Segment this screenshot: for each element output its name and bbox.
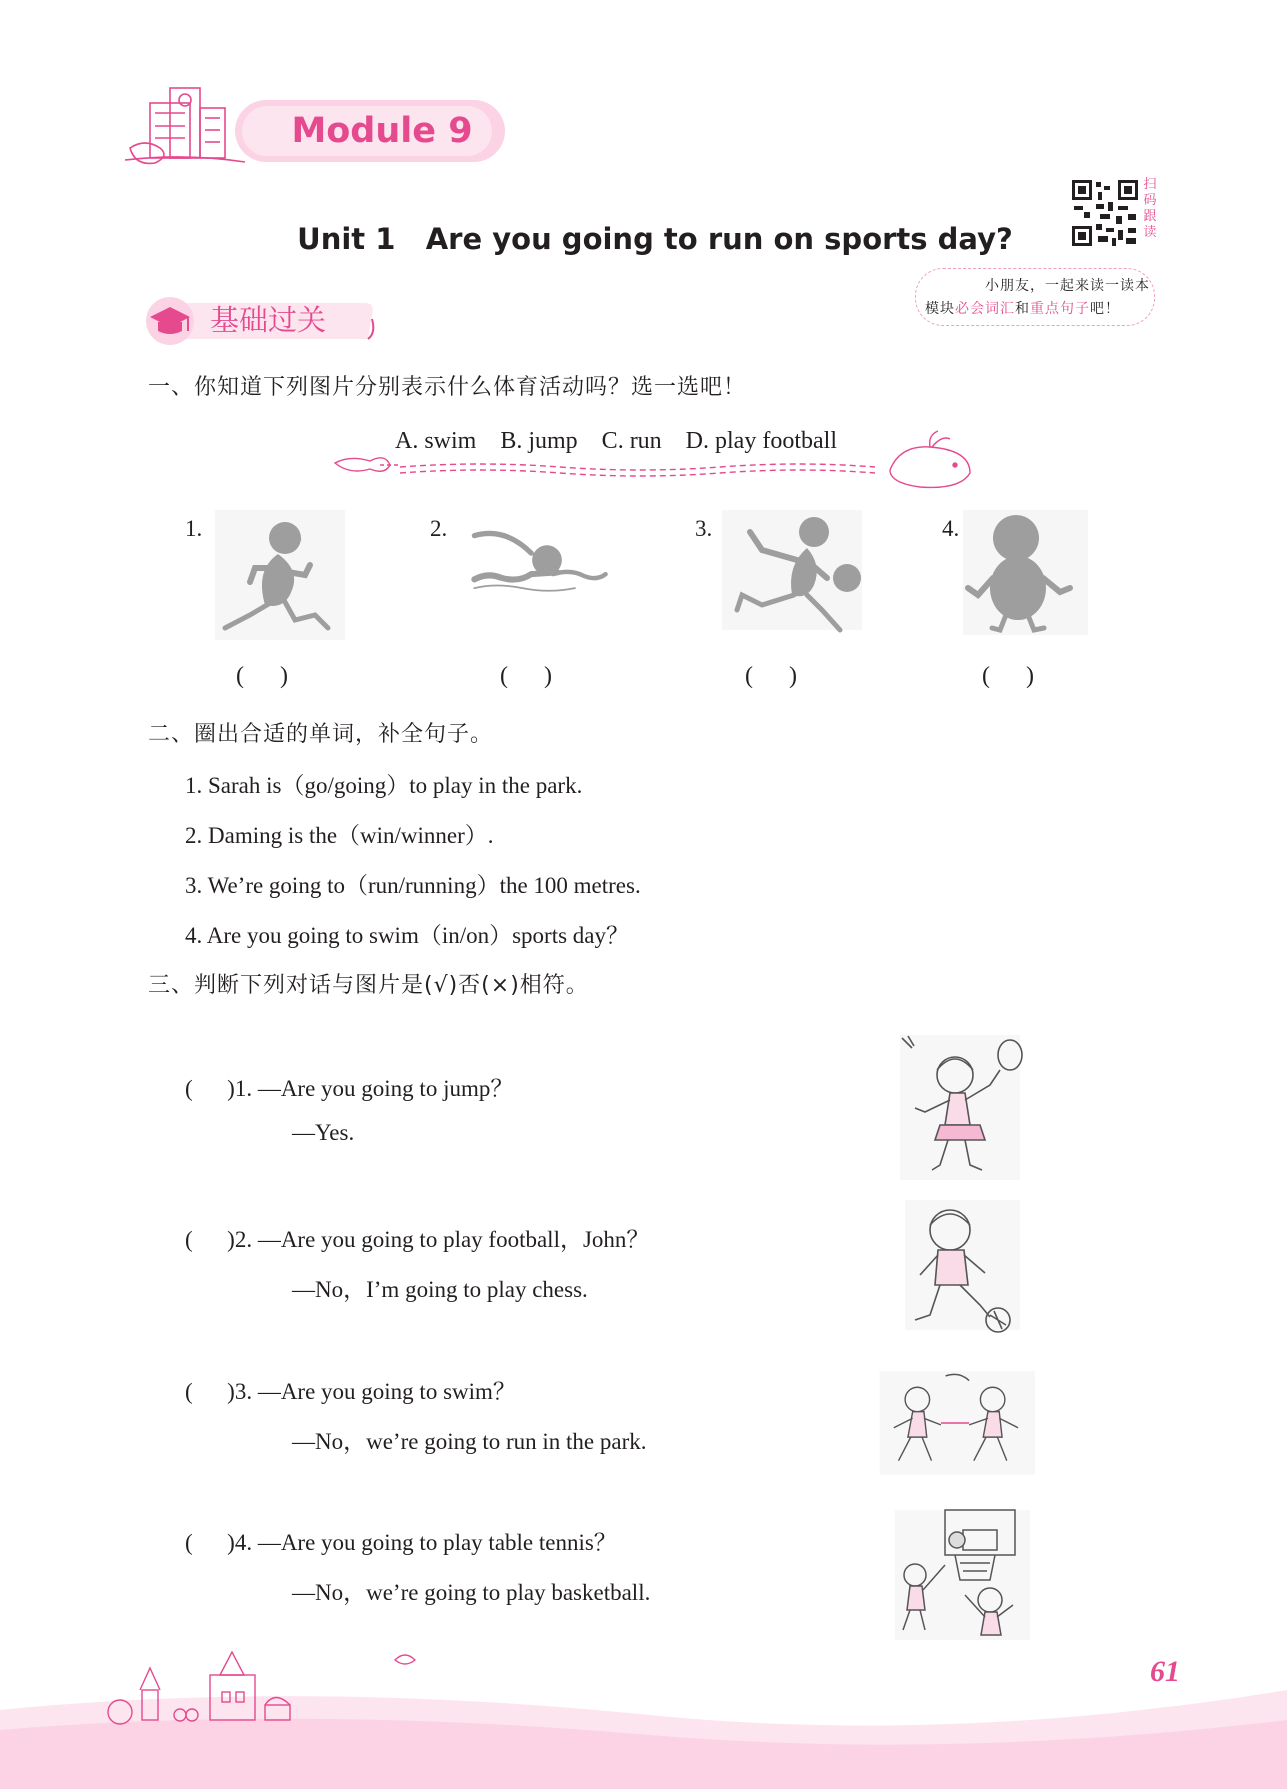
badminton-girl-picture [890, 1030, 1050, 1180]
qr-code-icon [1070, 178, 1140, 248]
dialog-question: ( )2. —Are you going to play football，John？ [185, 1227, 650, 1252]
dialog-answer: —No，I’m going to play chess. [292, 1277, 588, 1302]
jumping-figure-icon [958, 510, 1098, 640]
dialog-answer: —No，we’re going to play basketball. [292, 1580, 651, 1605]
scan-label: 扫 码 跟 读 [1143, 177, 1157, 240]
dialog-question: ( )3. —Are you going to swim？ [185, 1379, 516, 1404]
part1-heading: 一、你知道下列图片分别表示什么体育活动吗？选一选吧！ [148, 375, 747, 400]
football-boy-picture [890, 1195, 1050, 1345]
dialog-question: ( )1. —Are you going to jump？ [185, 1076, 514, 1101]
sentence-item: 1. Sarah is（go/going）to play in the park. [185, 773, 583, 798]
answer-blank[interactable]: ( ) [982, 663, 1034, 689]
running-kids-picture [875, 1348, 1035, 1498]
swimming-figure-icon [470, 510, 610, 640]
page-number: 61 [1150, 1655, 1180, 1688]
footer-decoration [0, 1620, 1287, 1789]
part3-heading: 三、判断下列对话与图片是(√)否(×)相符。 [148, 973, 589, 998]
module-title: Module 9 [291, 111, 473, 151]
dialog-answer: —No，we’re going to run in the park. [292, 1429, 647, 1454]
item-number: 1. [185, 516, 203, 541]
sentence-item: 3. We’re going to（run/running）the 100 metres. [185, 873, 641, 898]
reading-hint-line1: 小朋友，一起来读一读本 [985, 279, 1150, 294]
dialog-answer: —Yes. [292, 1120, 355, 1145]
football-figure-icon [722, 510, 862, 640]
item-number: 4. [942, 516, 960, 541]
sentence-item: 2. Daming is the（win/winner）. [185, 823, 494, 848]
item-number: 3. [695, 516, 713, 541]
answer-blank[interactable]: ( ) [236, 663, 288, 689]
section-title: 基础过关 [210, 303, 327, 337]
sentence-item: 4. Are you going to swim（in/on）sports day？ [185, 923, 630, 948]
answer-blank[interactable]: ( ) [500, 663, 552, 689]
item-number: 2. [430, 516, 448, 541]
part2-heading: 二、圈出合适的单词，补全句子。 [148, 722, 494, 747]
running-figure-icon [210, 510, 350, 640]
answer-options: A. swim B. jump C. run D. play football [395, 428, 837, 454]
answer-blank[interactable]: ( ) [745, 663, 797, 689]
reading-hint-line2: 模块必会词汇和重点句子吧！ [925, 302, 1120, 317]
unit-title: Unit 1 Are you going to run on sports day? [297, 222, 1013, 256]
dialog-question: ( )4. —Are you going to play table tennis？ [185, 1530, 617, 1555]
